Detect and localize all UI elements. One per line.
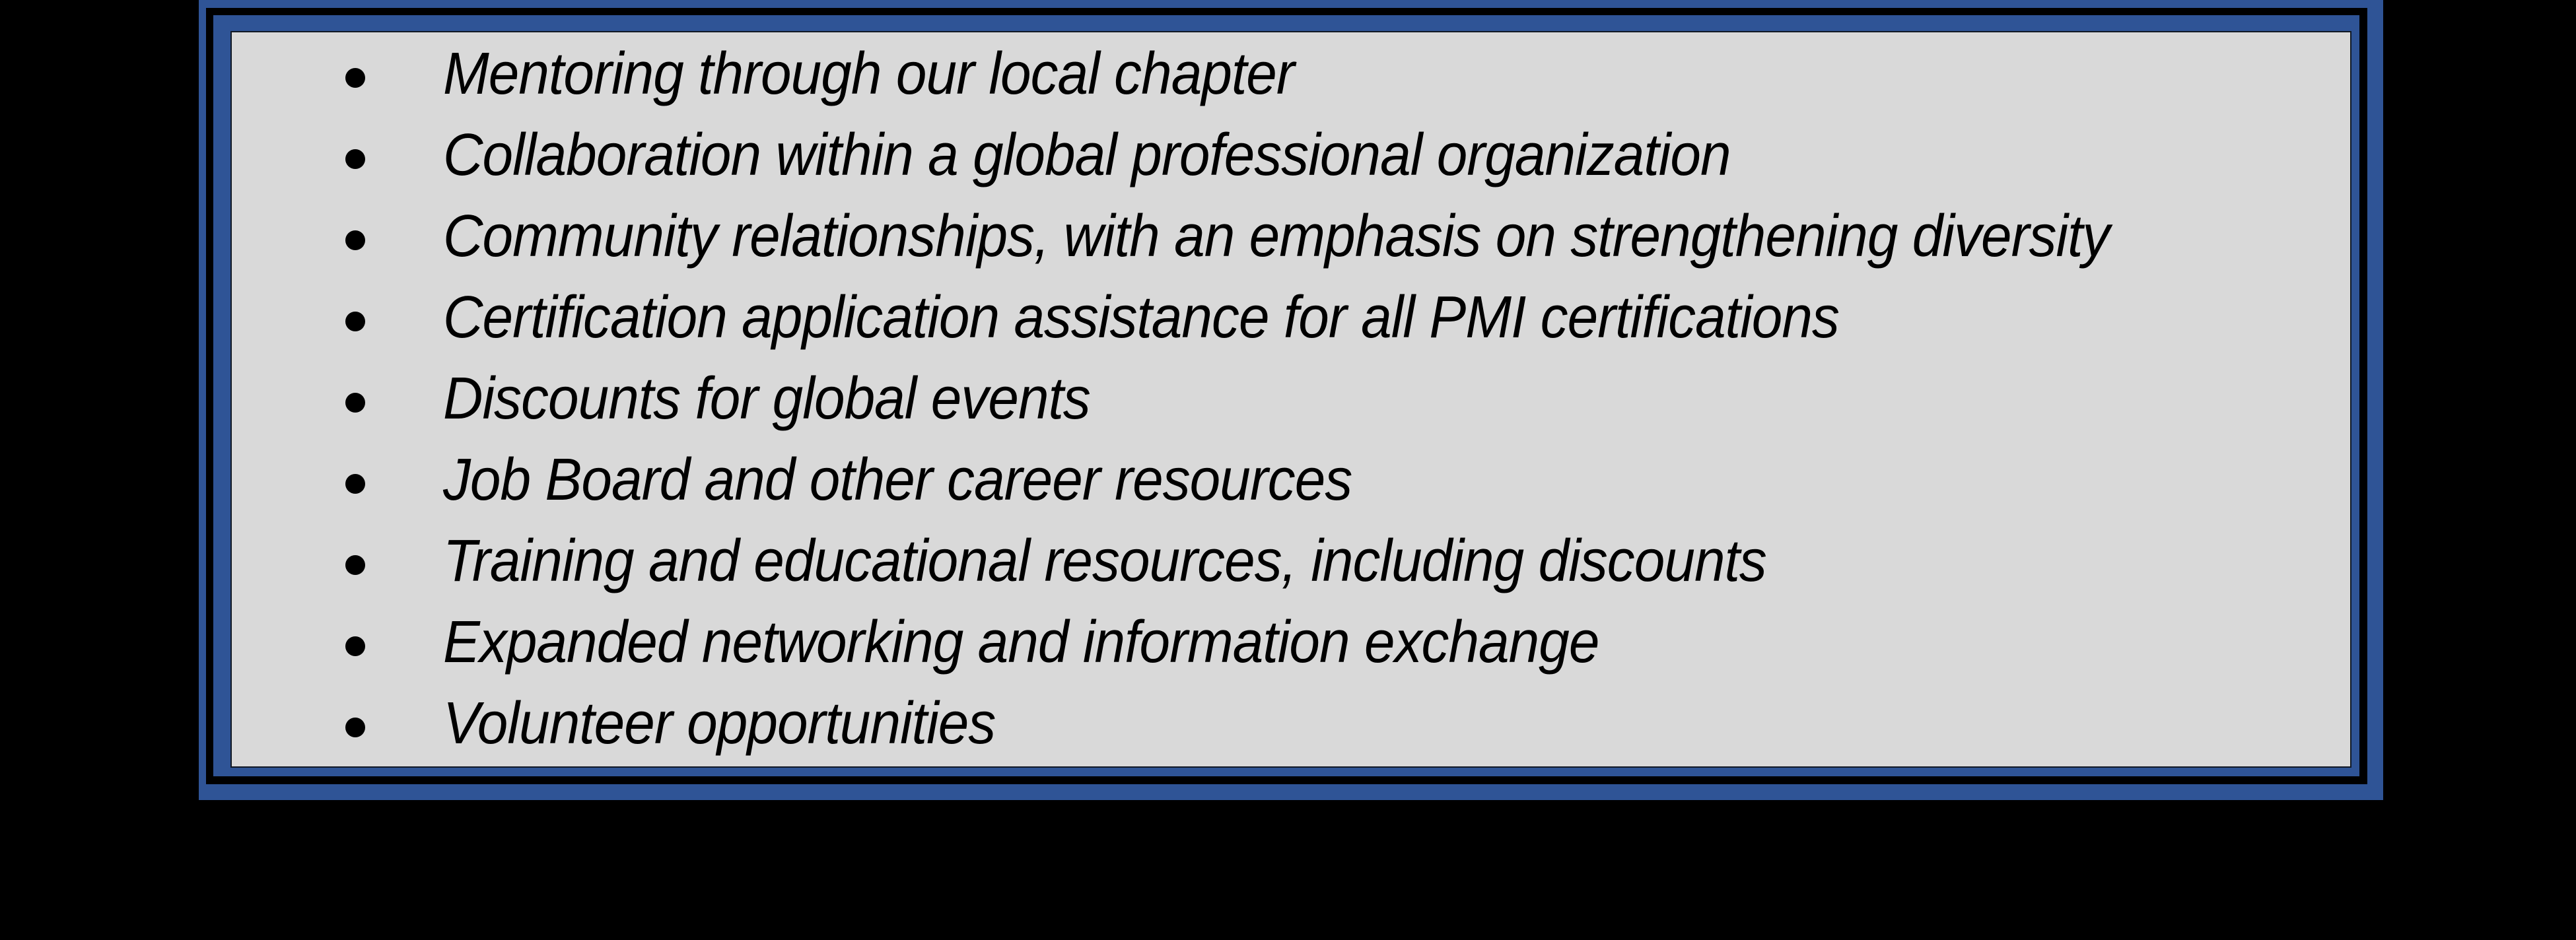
list-item	[345, 358, 2350, 440]
list-item-text: Training and educational resources, including discounts	[443, 528, 1766, 594]
list-item	[345, 440, 2350, 521]
bullet-icon	[345, 230, 365, 250]
bullet-icon	[345, 474, 365, 494]
list-item-text: Job Board and other career resources	[443, 447, 1352, 513]
bullet-icon	[345, 555, 365, 575]
benefits-list	[232, 32, 2350, 764]
list-item	[345, 683, 2350, 764]
list-item	[345, 521, 2350, 602]
bullet-icon	[345, 393, 365, 413]
bullet-icon	[345, 68, 365, 88]
benefits-panel	[230, 31, 2351, 768]
bullet-icon	[345, 718, 365, 737]
bullet-icon	[345, 312, 365, 331]
list-item-text: Mentoring through our local chapter	[443, 41, 1294, 107]
list-item	[345, 277, 2350, 358]
list-item	[345, 196, 2350, 277]
benefits-panel-inner-frame	[213, 15, 2359, 776]
list-item-text: Community relationships, with an emphasis on strengthening diversity	[443, 203, 2110, 269]
benefits-panel-frame-gap	[206, 8, 2367, 784]
list-item-text: Collaboration within a global professional organization	[443, 122, 1731, 188]
bullet-icon	[345, 149, 365, 169]
list-item	[345, 34, 2350, 115]
list-item-text: Expanded networking and information exchange	[443, 609, 1599, 675]
list-item-text: Discounts for global events	[443, 366, 1090, 432]
bullet-icon	[345, 636, 365, 656]
benefits-panel-frame	[199, 0, 2383, 800]
list-item	[345, 115, 2350, 196]
list-item-text: Certification application assistance for all PMI certifications	[443, 285, 1839, 351]
list-item-text: Volunteer opportunities	[443, 690, 996, 756]
list-item	[345, 602, 2350, 683]
